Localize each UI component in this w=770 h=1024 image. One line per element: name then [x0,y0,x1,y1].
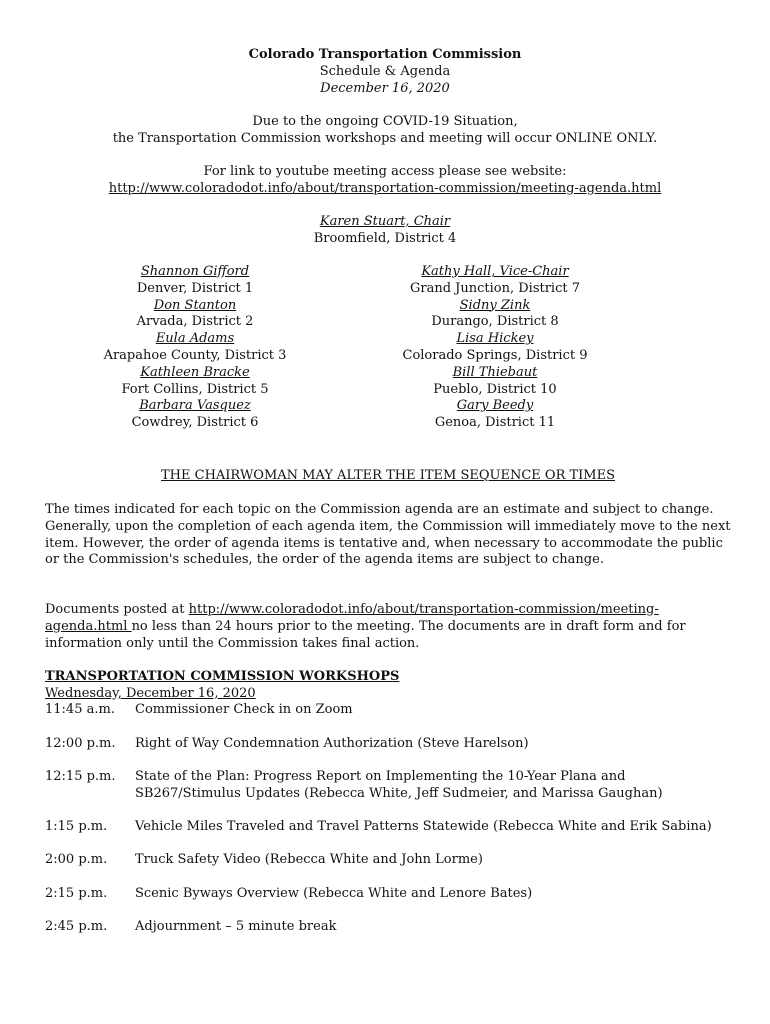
documents-link[interactable]: http://www.coloradodot.info/about/transportation-commission/meeting-agenda.html [45,602,659,634]
commissioner-name: Kathleen Bracke [140,364,250,380]
sequence-notice: THE CHAIRWOMAN MAY ALTER THE ITEM SEQUENCE OR TIMES [161,468,615,483]
agenda-time: 2:45 p.m. [45,919,108,934]
agenda-subtitle: Schedule & Agenda [319,63,451,79]
agenda-estimate-paragraph: The times indicated for each topic on the Commission agenda are an estimate and subject to change. Generally, upon the completion of each agenda item, the Commission will immediately move to the next item. However, the order of agenda items is tentative and, when necessary to accommodate the public or the Commission's schedules, the order of the agenda items are subject to change. [45,502,731,568]
meeting-agenda-link[interactable]: http://www.coloradodot.info/about/transportation-commission/meeting-agenda.html [108,180,662,196]
agenda-time: 2:00 p.m. [45,852,108,867]
agenda-description: Vehicle Miles Traveled and Travel Patterns Statewide (Rebecca White and Erik Sabina) [135,819,712,834]
org-title: Colorado Transportation Commission [248,47,522,62]
commissioner-name: Bill Thiebaut [452,364,538,380]
title-block [0,47,770,97]
agenda-time: 12:15 p.m. [45,769,116,784]
agenda-description: State of the Plan: Progress Report on Implementing the 10-Year Plana and SB267/Stimulus Updates (Rebecca White, Jeff Sudmeier, and Marissa Gaughan) [135,769,663,801]
commissioner-district: Arvada, District 2 [136,314,254,330]
workshops-day: Wednesday, December 16, 2020 [45,685,256,701]
agenda-description: Adjournment – 5 minute break [135,919,337,934]
commissioner-district: Genoa, District 11 [434,415,556,431]
agenda-description: Scenic Byways Overview (Rebecca White and Lenore Bates) [135,886,533,901]
website-notice [0,164,770,198]
notice-line-2: the Transportation Commission workshops and meeting will occur ONLINE ONLY. [112,130,658,146]
commissioner-name: Gary Beedy [456,398,534,414]
commissioner-district: Denver, District 1 [136,280,254,296]
commissioner-district: Colorado Springs, District 9 [402,347,588,363]
commissioner-name: Lisa Hickey [456,331,534,347]
commissioner-name: Don Stanton [153,297,237,313]
commissioners-left-column [45,264,345,432]
commissioner-name: Eula Adams [155,331,235,347]
agenda-time: 2:15 p.m. [45,886,108,901]
commissioner-name: Shannon Gifford [140,264,250,279]
chair-block [0,214,770,248]
commissioner-district: Grand Junction, District 7 [409,280,580,296]
notice-line-3: For link to youtube meeting access please see website: [203,164,567,179]
documents-paragraph [45,602,735,652]
agenda-description: Commissioner Check in on Zoom [135,702,353,717]
covid-notice [0,114,770,148]
agenda-description: Truck Safety Video (Rebecca White and John Lorme) [135,852,483,867]
workshops-header [45,669,745,703]
commissioners-right-column [345,264,645,432]
commissioner-name: Sidny Zink [459,297,531,313]
documents-suffix: no less than 24 hours prior to the meeting. The documents are in draft form and for information only until the Commission takes final action. [45,618,686,651]
workshops-heading: TRANSPORTATION COMMISSION WORKSHOPS [45,669,400,684]
commissioner-district: Durango, District 8 [431,314,559,330]
commissioner-name: Barbara Vasquez [139,398,251,414]
meeting-date: December 16, 2020 [320,80,450,96]
agenda-time: 12:00 p.m. [45,736,116,751]
agenda-time: 11:45 a.m. [45,702,115,717]
sequence-notice-block [0,468,770,485]
commissioner-name: Kathy Hall, Vice-Chair [421,264,569,279]
chair-name: Karen Stuart, Chair [319,214,451,229]
commissioner-district: Pueblo, District 10 [433,381,557,397]
chair-district: Broomfield, District 4 [313,230,457,246]
notice-line-1: Due to the ongoing COVID-19 Situation, [252,114,518,129]
commissioner-district: Cowdrey, District 6 [131,415,259,431]
documents-prefix: Documents posted at [45,602,189,617]
agenda-description: Right of Way Condemnation Authorization (Steve Harelson) [135,736,529,751]
commissioner-district: Fort Collins, District 5 [121,381,269,397]
commissioner-district: Arapahoe County, District 3 [103,347,287,363]
agenda-time: 1:15 p.m. [45,819,108,834]
